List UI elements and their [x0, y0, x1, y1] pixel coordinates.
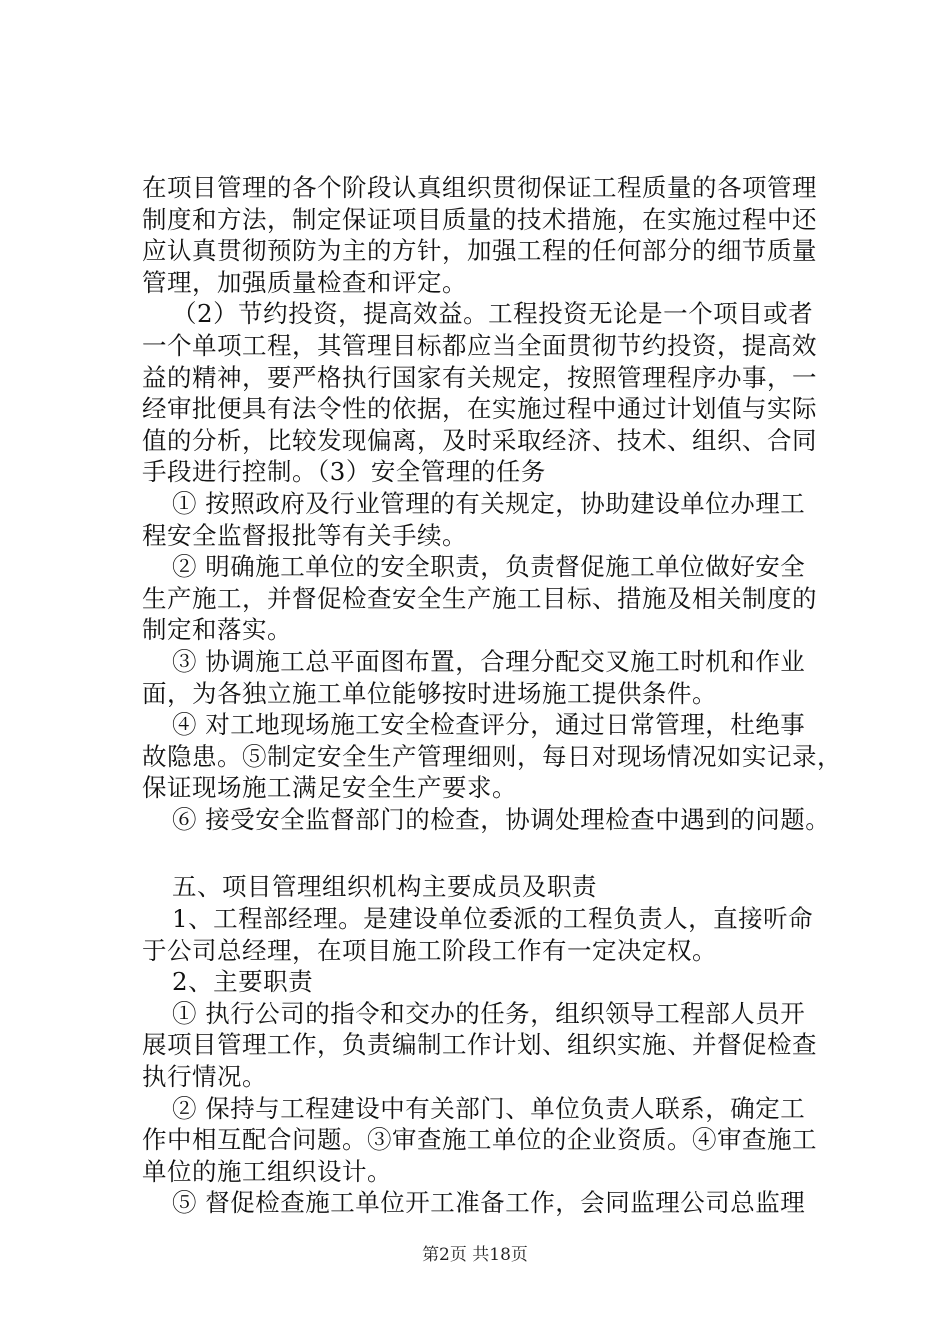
text-line: 1、工程部经理。是建设单位委派的工程负责人，直接听命 — [172, 904, 814, 934]
text-line: （2）节约投资，提高效益。工程投资无论是一个项目或者 — [172, 299, 814, 329]
text-line: 生产施工，并督促检查安全生产施工目标、措施及相关制度的 — [142, 583, 817, 613]
text-line: 应认真贯彻预防为主的方针，加强工程的任何部分的细节质量 — [142, 236, 817, 266]
text-line: 展项目管理工作，负责编制工作计划、组织实施、并督促检查 — [142, 1030, 817, 1060]
text-line: 手段进行控制。（3）安全管理的任务 — [142, 457, 546, 487]
section-heading: 五、项目管理组织机构主要成员及职责 — [172, 872, 597, 902]
text-line: ② 保持与工程建设中有关部门、单位负责人联系，确定工 — [172, 1093, 806, 1123]
text-line: ① 执行公司的指令和交办的任务，组织领导工程部人员开 — [172, 998, 806, 1028]
text-line: 值的分析，比较发现偏离，及时采取经济、技术、组织、合同 — [142, 425, 817, 455]
text-line: 制度和方法，制定保证项目质量的技术措施，在实施过程中还 — [142, 204, 817, 234]
text-line: ③ 协调施工总平面图布置，合理分配交叉施工时机和作业 — [172, 646, 806, 676]
text-line: 经审批便具有法令性的依据，在实施过程中通过计划值与实际 — [142, 394, 817, 424]
text-line: 2、主要职责 — [172, 967, 314, 997]
text-line: 单位的施工组织设计。 — [142, 1156, 392, 1186]
text-line: 故隐患。⑤制定安全生产管理细则，每日对现场情况如实记录， — [142, 741, 842, 771]
text-line: 在项目管理的各个阶段认真组织贯彻保证工程质量的各项管理 — [142, 173, 817, 202]
text-line: 益的精神，要严格执行国家有关规定，按照管理程序办事，一 — [142, 362, 817, 392]
text-line: ⑥ 接受安全监督部门的检查，协调处理检查中遇到的问题。 — [172, 804, 831, 834]
text-line: 制定和落实。 — [142, 615, 292, 645]
text-line: ① 按照政府及行业管理的有关规定，协助建设单位办理工 — [172, 488, 806, 518]
paragraph-gap — [142, 835, 842, 871]
text-line: 管理，加强质量检查和评定。 — [142, 267, 467, 297]
text-line: 执行情况。 — [142, 1062, 267, 1092]
text-line: 程安全监督报批等有关手续。 — [142, 520, 467, 550]
text-line: 于公司总经理，在项目施工阶段工作有一定决定权。 — [142, 935, 717, 965]
text-line: ⑤ 督促检查施工单位开工准备工作，会同监理公司总监理 — [172, 1188, 806, 1218]
page-number-footer: 第2页 共18页 — [422, 1245, 528, 1265]
text-line: ④ 对工地现场施工安全检查评分，通过日常管理，杜绝事 — [172, 710, 806, 740]
text-line: 面，为各独立施工单位能够按时进场施工提供条件。 — [142, 678, 717, 708]
text-line: ② 明确施工单位的安全职责，负责督促施工单位做好安全 — [172, 552, 806, 582]
body-text — [142, 172, 842, 1219]
text-line: 一个单项工程，其管理目标都应当全面贯彻节约投资，提高效 — [142, 330, 817, 360]
text-line: 作中相互配合问题。③审查施工单位的企业资质。④审查施工 — [142, 1125, 817, 1155]
text-line: 保证现场施工满足安全生产要求。 — [142, 773, 517, 803]
